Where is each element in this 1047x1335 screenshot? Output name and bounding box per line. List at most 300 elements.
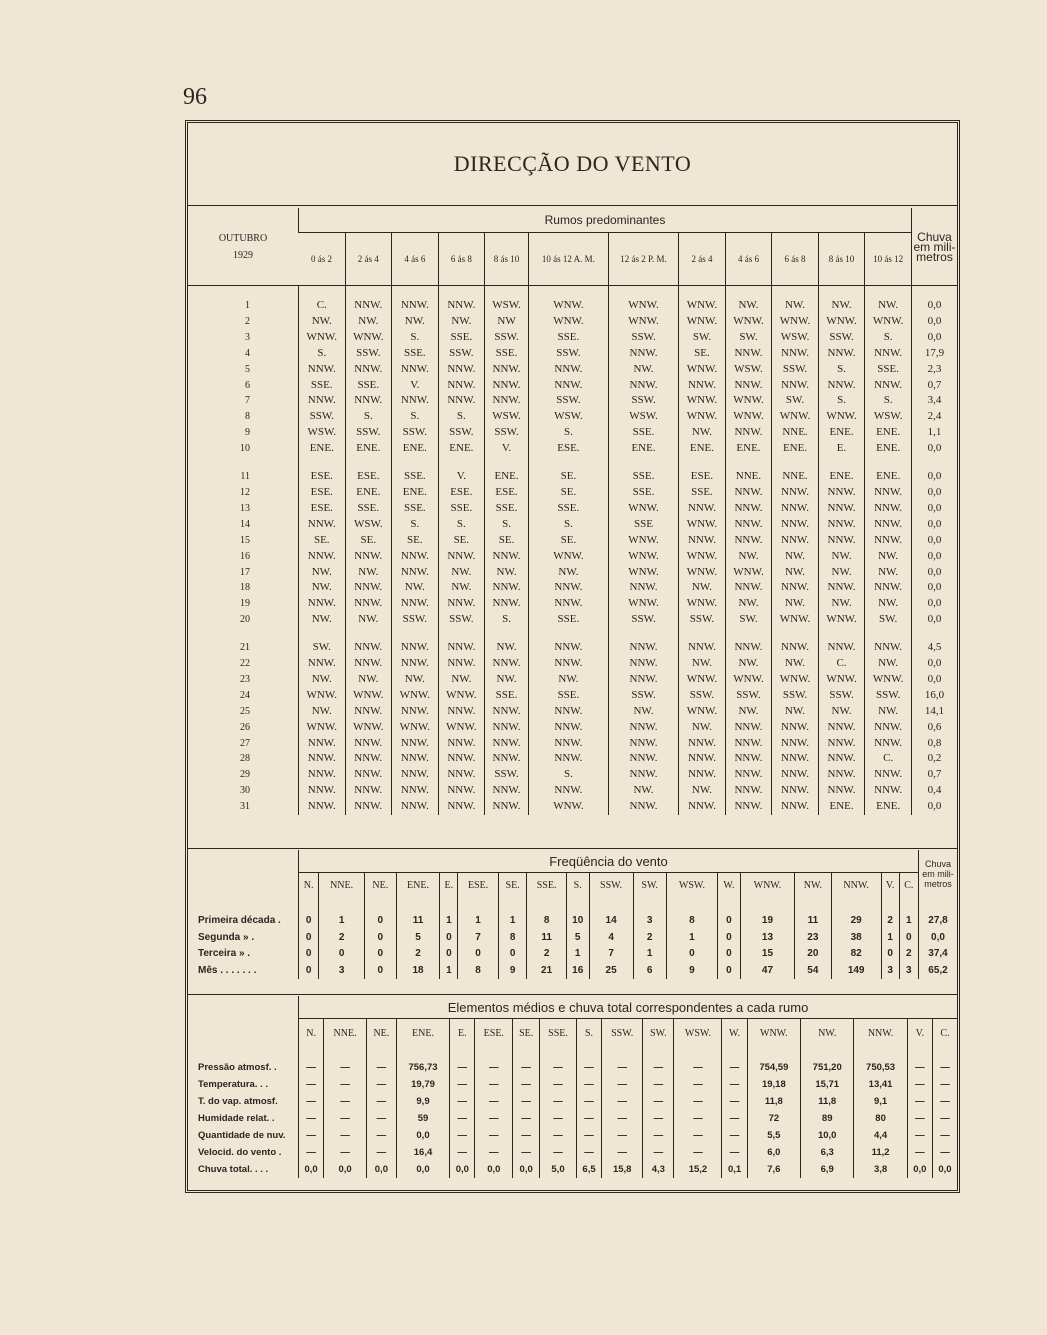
- direction-cell: NNW.: [679, 736, 726, 752]
- direction-cell: NNW.: [725, 736, 772, 752]
- direction-cell: NNW.: [608, 751, 678, 767]
- table-row: [188, 425, 957, 441]
- freq-cell: 0: [881, 946, 899, 963]
- direction-cell: NNW.: [392, 549, 439, 565]
- spacer-cell: [438, 628, 485, 640]
- day-cell: 28: [240, 753, 250, 765]
- spacer-cell: [818, 286, 865, 299]
- direction-cell: NNW.: [772, 767, 819, 783]
- direction-cell: NW.: [865, 565, 912, 581]
- freq-cell: 9: [666, 962, 717, 979]
- direction-cell: WSW.: [725, 362, 772, 378]
- spacer-cell: [740, 899, 794, 913]
- day-cell: 6: [245, 379, 250, 391]
- freq-cell: 0: [299, 962, 319, 979]
- direction-cell: SSE.: [299, 378, 346, 394]
- elem-cell: —: [366, 1076, 396, 1093]
- direction-cell: WNW.: [725, 314, 772, 330]
- direction-cell: NNW.: [438, 549, 485, 565]
- direction-cell: NNW.: [485, 720, 529, 736]
- direction-cell: NW.: [772, 656, 819, 672]
- elem-cell: 11,2: [854, 1144, 907, 1161]
- elem-col-header: C.: [932, 1019, 957, 1049]
- direction-cell: WNW.: [608, 314, 678, 330]
- freq-cell: 2: [319, 929, 365, 946]
- direction-cell: SSE.: [485, 501, 529, 517]
- direction-cell: NNW.: [299, 656, 346, 672]
- direction-cell: V.: [392, 378, 439, 394]
- freq-cell: 1: [319, 913, 365, 930]
- freq-cell: 0: [718, 962, 741, 979]
- direction-cell: SE.: [528, 469, 608, 485]
- direction-cell: NW.: [818, 549, 865, 565]
- freq-cell: 8: [458, 962, 498, 979]
- direction-cell: SSW.: [528, 346, 608, 362]
- elem-cell: 9,1: [854, 1093, 907, 1110]
- direction-cell: NNW.: [818, 533, 865, 549]
- row-label: Terceira » .: [198, 948, 251, 960]
- spacer-cell: [747, 1049, 800, 1059]
- freq-cell: 37,4: [919, 946, 958, 963]
- day-cell: 24: [240, 689, 250, 701]
- direction-cell: NNW.: [772, 640, 819, 656]
- direction-cell: SSW.: [345, 346, 392, 362]
- rain-cell: 0,0: [912, 672, 958, 688]
- spacer-cell: [324, 1049, 367, 1059]
- elem-cell: —: [932, 1144, 957, 1161]
- spacer-row: [188, 899, 957, 913]
- direction-cell: NW.: [725, 298, 772, 314]
- direction-cell: NW.: [865, 549, 912, 565]
- freq-cell: 10: [566, 913, 589, 930]
- direction-cell: SSE.: [438, 501, 485, 517]
- direction-cell: NW.: [299, 565, 346, 581]
- direction-cell: NNW.: [392, 736, 439, 752]
- table-row: [188, 441, 957, 457]
- direction-cell: WNW.: [772, 314, 819, 330]
- elem-col-header: NE.: [366, 1019, 396, 1049]
- elem-cell: —: [450, 1144, 475, 1161]
- elem-cell: 6,3: [801, 1144, 854, 1161]
- elem-cell: 0,0: [475, 1161, 513, 1178]
- freq-cell: 0: [299, 913, 319, 930]
- freq-col-header: NE.: [364, 873, 396, 899]
- freq-col-header: WSW.: [666, 873, 717, 899]
- direction-cell: NW.: [608, 783, 678, 799]
- direction-cell: WNW.: [299, 330, 346, 346]
- spacer-cell: [831, 899, 881, 913]
- spacer-cell: [485, 457, 529, 469]
- direction-cell: NNW.: [818, 378, 865, 394]
- freq-cell: 0: [458, 946, 498, 963]
- elem-cell: —: [366, 1059, 396, 1076]
- freq-cell: 0: [364, 929, 396, 946]
- spacer-cell: [528, 457, 608, 469]
- direction-cell: NNW.: [392, 362, 439, 378]
- direction-cell: NW.: [485, 672, 529, 688]
- freq-corner: [188, 850, 299, 873]
- direction-cell: WNW.: [679, 314, 726, 330]
- freq-cell: 8: [666, 913, 717, 930]
- table-row: [188, 596, 957, 612]
- elem-cell: —: [643, 1076, 674, 1093]
- direction-cell: NNW.: [818, 517, 865, 533]
- elem-cell: 11,8: [801, 1093, 854, 1110]
- direction-cell: SSE.: [608, 485, 678, 501]
- table-row: [188, 469, 957, 485]
- divider: [188, 994, 957, 995]
- table-row: [188, 736, 957, 752]
- direction-cell: NNW.: [345, 751, 392, 767]
- direction-cell: NNW.: [865, 533, 912, 549]
- elem-col-header: ENE.: [396, 1019, 449, 1049]
- direction-cell: SSE.: [865, 362, 912, 378]
- direction-cell: NNW.: [818, 783, 865, 799]
- direction-cell: WNW.: [772, 612, 819, 628]
- table-row: [188, 656, 957, 672]
- direction-cell: NW.: [725, 656, 772, 672]
- direction-cell: NW.: [299, 704, 346, 720]
- elem-cell: —: [366, 1127, 396, 1144]
- freq-cell: 5: [396, 929, 439, 946]
- elem-cell: —: [907, 1093, 932, 1110]
- direction-cell: NW.: [392, 580, 439, 596]
- direction-cell: NNW.: [438, 378, 485, 394]
- direction-cell: NNW.: [865, 720, 912, 736]
- direction-cell: NNW.: [345, 736, 392, 752]
- table-row: [188, 1110, 957, 1127]
- direction-cell: E.: [818, 441, 865, 457]
- table-row: [188, 929, 957, 946]
- elem-cell: 0,0: [396, 1161, 449, 1178]
- freq-col-header: NNW.: [831, 873, 881, 899]
- spacer-cell: [475, 1049, 513, 1059]
- spacer-cell: [608, 286, 678, 299]
- rain-cell: 0,2: [912, 751, 958, 767]
- direction-cell: NNW.: [392, 298, 439, 314]
- day-cell: 17: [240, 566, 250, 578]
- direction-cell: NNW.: [725, 346, 772, 362]
- spacer-cell: [772, 457, 819, 469]
- direction-cell: SSW.: [679, 688, 726, 704]
- direction-cell: NNW.: [438, 783, 485, 799]
- direction-cell: NNE.: [725, 469, 772, 485]
- elem-cell: —: [576, 1076, 601, 1093]
- direction-cell: ESE.: [438, 485, 485, 501]
- freq-cell: 2: [396, 946, 439, 963]
- spacer-cell: [299, 899, 319, 913]
- elem-cell: —: [324, 1059, 367, 1076]
- elem-cell: —: [513, 1110, 540, 1127]
- direction-cell: NNW.: [299, 393, 346, 409]
- elem-cell: —: [907, 1127, 932, 1144]
- direction-cell: SSE.: [679, 485, 726, 501]
- direction-cell: NNW.: [865, 378, 912, 394]
- direction-cell: NW.: [438, 565, 485, 581]
- elem-cell: —: [540, 1093, 577, 1110]
- direction-cell: SSE.: [345, 501, 392, 517]
- spacer-cell: [633, 899, 666, 913]
- freq-cell: 7: [458, 929, 498, 946]
- table-row: [188, 393, 957, 409]
- freq-cell: 11: [795, 913, 831, 930]
- freq-col-header: C.: [899, 873, 918, 899]
- spacer-cell: [679, 457, 726, 469]
- elem-cell: —: [643, 1110, 674, 1127]
- direction-cell: NNW.: [865, 580, 912, 596]
- elem-col-header: E.: [450, 1019, 475, 1049]
- direction-cell: NNW.: [485, 596, 529, 612]
- direction-cell: WNW.: [725, 672, 772, 688]
- table-row: [188, 1059, 957, 1076]
- direction-cell: WNW.: [725, 565, 772, 581]
- spacer-cell: [364, 899, 396, 913]
- table-row: [188, 962, 957, 979]
- direction-cell: NW.: [299, 580, 346, 596]
- direction-cell: NNW.: [608, 580, 678, 596]
- direction-cell: SSE.: [345, 378, 392, 394]
- elem-cell: —: [299, 1093, 324, 1110]
- direction-cell: SSW.: [725, 688, 772, 704]
- direction-cell: SSW.: [865, 688, 912, 704]
- freq-col-header: WNW.: [740, 873, 794, 899]
- rain-cell: 0,0: [912, 533, 958, 549]
- direction-cell: NNW.: [865, 485, 912, 501]
- direction-cell: NNW.: [818, 580, 865, 596]
- elem-cell: —: [722, 1127, 747, 1144]
- direction-cell: SSW.: [438, 346, 485, 362]
- elem-cell: 19,18: [747, 1076, 800, 1093]
- elem-col-header: V.: [907, 1019, 932, 1049]
- direction-cell: NNW.: [725, 751, 772, 767]
- elem-cell: —: [513, 1127, 540, 1144]
- spacer-cell: [643, 1049, 674, 1059]
- day-cell: 7: [245, 395, 250, 407]
- elem-cell: —: [324, 1144, 367, 1161]
- direction-cell: WNW.: [528, 298, 608, 314]
- direction-cell: NW.: [725, 596, 772, 612]
- spacer-cell: [865, 286, 912, 299]
- direction-cell: NNW.: [299, 767, 346, 783]
- direction-cell: NNW.: [528, 596, 608, 612]
- direction-cell: NNW.: [818, 485, 865, 501]
- spacer-cell: [818, 457, 865, 469]
- rain-header: Chuva em mili- metros: [912, 208, 958, 286]
- direction-cell: NNW.: [725, 425, 772, 441]
- rain-cell: 0,0: [912, 656, 958, 672]
- direction-cell: NNW.: [392, 640, 439, 656]
- spacer-cell: [919, 899, 958, 913]
- direction-cell: ENE.: [392, 485, 439, 501]
- direction-cell: S.: [299, 346, 346, 362]
- frequencia-table: [188, 850, 957, 979]
- direction-cell: WSW.: [485, 409, 529, 425]
- elem-col-header: NW.: [801, 1019, 854, 1049]
- direction-cell: WNW.: [608, 549, 678, 565]
- spacer-cell: [485, 628, 529, 640]
- table-row: [188, 799, 957, 815]
- freq-col-header: NW.: [795, 873, 831, 899]
- spacer-cell: [795, 899, 831, 913]
- direction-cell: SE.: [438, 533, 485, 549]
- direction-cell: SSE.: [528, 612, 608, 628]
- direction-cell: NW.: [818, 704, 865, 720]
- spacer-cell: [458, 899, 498, 913]
- direction-cell: NW.: [345, 612, 392, 628]
- day-cell: 31: [240, 801, 250, 813]
- spacer-row: [188, 1049, 957, 1059]
- direction-cell: ESE.: [679, 469, 726, 485]
- direction-cell: NW.: [679, 783, 726, 799]
- direction-cell: NW.: [772, 565, 819, 581]
- freq-cell: 0: [299, 929, 319, 946]
- direction-cell: NW.: [528, 672, 608, 688]
- freq-col-header: SSW.: [589, 873, 633, 899]
- freq-cell: 3: [881, 962, 899, 979]
- elem-cell: —: [540, 1059, 577, 1076]
- elem-cell: —: [674, 1093, 722, 1110]
- direction-cell: NNW.: [725, 533, 772, 549]
- direction-cell: ENE.: [608, 441, 678, 457]
- direction-cell: NNW.: [528, 720, 608, 736]
- day-cell: 13: [240, 502, 250, 514]
- table-row: [188, 517, 957, 533]
- direction-cell: SSW.: [608, 612, 678, 628]
- direction-cell: NNW.: [725, 580, 772, 596]
- day-cell: 14: [240, 518, 250, 530]
- spacer-cell: [485, 286, 529, 299]
- rain-cell: 0,7: [912, 378, 958, 394]
- direction-cell: NW.: [299, 672, 346, 688]
- direction-cell: NW: [485, 314, 529, 330]
- direction-cell: NNW.: [485, 736, 529, 752]
- direction-cell: ESE.: [345, 469, 392, 485]
- direction-cell: NNW.: [608, 736, 678, 752]
- table-row: [188, 640, 957, 656]
- direction-cell: ENE.: [865, 799, 912, 815]
- elem-cell: —: [366, 1093, 396, 1110]
- elem-cell: —: [475, 1127, 513, 1144]
- direction-cell: NNW.: [725, 501, 772, 517]
- direction-cell: NNW.: [392, 799, 439, 815]
- elem-cell: 6,0: [747, 1144, 800, 1161]
- spacer-cell: [528, 286, 608, 299]
- spacer-cell: [366, 1049, 396, 1059]
- elem-cell: —: [540, 1144, 577, 1161]
- freq-cell: 5: [566, 929, 589, 946]
- freq-cell: 1: [440, 913, 458, 930]
- direction-cell: NW.: [608, 362, 678, 378]
- direction-cell: WSW.: [772, 330, 819, 346]
- direction-cell: NW.: [392, 314, 439, 330]
- spacer-cell: [438, 457, 485, 469]
- direction-cell: NNW.: [865, 517, 912, 533]
- direction-cell: NNW.: [438, 640, 485, 656]
- spacer-cell: [513, 1049, 540, 1059]
- direction-cell: ENE.: [772, 441, 819, 457]
- direction-cell: NNW.: [772, 720, 819, 736]
- direction-cell: WNW.: [679, 298, 726, 314]
- rain-cell: 0,0: [912, 596, 958, 612]
- freq-cell: 0: [364, 962, 396, 979]
- day-cell: 10: [240, 443, 250, 455]
- direction-cell: NNW.: [528, 640, 608, 656]
- direction-cell: SSE.: [485, 346, 529, 362]
- direction-cell: SW.: [679, 330, 726, 346]
- direction-cell: WNW.: [818, 612, 865, 628]
- direction-cell: NNW.: [818, 720, 865, 736]
- direction-cell: NW.: [679, 720, 726, 736]
- rain-cell: 0,0: [912, 298, 958, 314]
- direction-cell: NNE.: [772, 425, 819, 441]
- elem-cell: 0,0: [932, 1161, 957, 1178]
- rain-cell: 0,0: [912, 469, 958, 485]
- direction-cell: WNW.: [865, 672, 912, 688]
- table-row: [188, 1076, 957, 1093]
- direction-cell: S.: [818, 362, 865, 378]
- rain-cell: 4,5: [912, 640, 958, 656]
- elem-cell: —: [513, 1093, 540, 1110]
- direction-cell: WNW.: [772, 672, 819, 688]
- direction-cell: V.: [438, 469, 485, 485]
- freq-col-header: SW.: [633, 873, 666, 899]
- elem-cell: 15,8: [602, 1161, 643, 1178]
- direction-cell: WNW.: [345, 688, 392, 704]
- rumos-col-header: 6 ás 8: [438, 233, 485, 286]
- rumos-col-header: 0 ás 2: [299, 233, 346, 286]
- spacer-cell: [527, 899, 566, 913]
- table-row: [188, 409, 957, 425]
- rain-cell: 2,4: [912, 409, 958, 425]
- rain-cell: 14,1: [912, 704, 958, 720]
- rumos-col-header: 8 ás 10: [485, 233, 529, 286]
- direction-cell: NNW.: [299, 596, 346, 612]
- direction-cell: NNW.: [392, 393, 439, 409]
- direction-cell: NW.: [299, 612, 346, 628]
- freq-cell: 21: [527, 962, 566, 979]
- direction-cell: NW.: [345, 314, 392, 330]
- direction-cell: NNW.: [608, 346, 678, 362]
- direction-cell: WNW.: [608, 596, 678, 612]
- divider: [188, 205, 957, 206]
- elem-cell: —: [324, 1093, 367, 1110]
- elem-cell: 89: [801, 1110, 854, 1127]
- rain-cell: 0,0: [912, 549, 958, 565]
- elem-cell: 15,2: [674, 1161, 722, 1178]
- direction-cell: SE.: [679, 346, 726, 362]
- freq-col-header: E.: [440, 873, 458, 899]
- spacer-cell: [299, 457, 346, 469]
- elem-col-header: SW.: [643, 1019, 674, 1049]
- direction-cell: ENE.: [345, 485, 392, 501]
- day-cell: 4: [245, 347, 250, 359]
- table-row: [188, 346, 957, 362]
- elem-cell: —: [475, 1059, 513, 1076]
- direction-cell: NW.: [485, 640, 529, 656]
- direction-cell: NNW.: [679, 799, 726, 815]
- freq-col-header: NNE.: [319, 873, 365, 899]
- direction-cell: NNW.: [772, 485, 819, 501]
- table-row: [188, 533, 957, 549]
- direction-cell: C.: [299, 298, 346, 314]
- rain-cell: 0,4: [912, 783, 958, 799]
- table-row: [188, 672, 957, 688]
- direction-cell: SSW.: [392, 425, 439, 441]
- year-label: 1929: [233, 249, 253, 261]
- elem-cell: —: [576, 1093, 601, 1110]
- elem-cell: —: [643, 1059, 674, 1076]
- freq-cell: 20: [795, 946, 831, 963]
